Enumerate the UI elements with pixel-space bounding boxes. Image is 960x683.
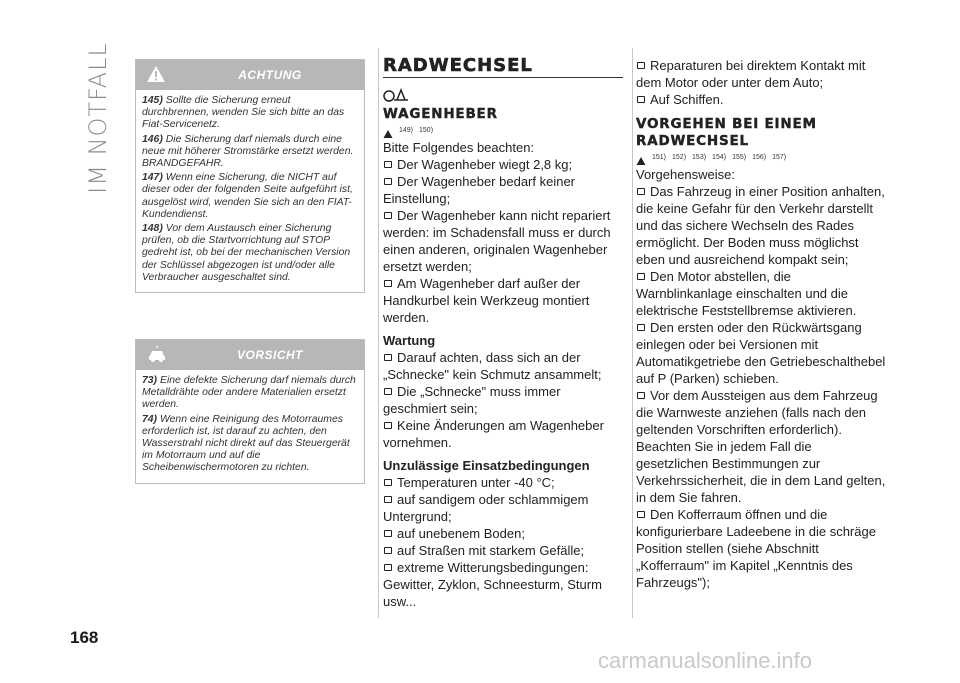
list-item: extreme Witterungsbedingungen: Gewitter, Zyklon, Schneesturm, Sturm usw... <box>383 560 602 609</box>
list-item: Darauf achten, dass sich an der „Schnecke" kein Schmutz ansammelt; <box>383 350 602 382</box>
warning-triangle-icon <box>636 156 646 166</box>
list-item: Der Wagenheber wiegt 2,8 kg; <box>383 156 623 173</box>
conditions-list <box>383 474 623 610</box>
bullet-square-icon <box>637 392 645 399</box>
bullet-square-icon <box>384 496 392 503</box>
heading-rule <box>383 77 623 78</box>
subheading: WAGENHEBER <box>383 106 498 122</box>
note-item: 73) Eine defekte Sicherung darf niemals durch Metalldrähte oder andere Materialien ersetzt werden. <box>142 375 356 411</box>
list-item: auf Straßen mit starkem Gefälle; <box>383 542 623 559</box>
bullet-square-icon <box>384 564 392 571</box>
bullet-square-icon <box>384 280 392 287</box>
note-references <box>383 123 623 139</box>
note-ref: 153) <box>692 154 707 161</box>
car-damage-icon <box>146 344 168 369</box>
list-item: Vor dem Aussteigen aus dem Fahrzeug die Warnweste anziehen (falls nach den geltenden Vorschriften erforderlich). Beachten Sie in jedem Fall die gesetzlichen Bestimmungen zur Verkehrssicherheit, die in dem Land gelten, in dem Sie fahren. <box>636 388 886 505</box>
note-item: 146) Die Sicherung darf niemals durch eine neue mit höherer Stromstärke ersetzt werden. BRANDGEFAHR. <box>142 133 354 170</box>
procedure-intro: Vorgehensweise: <box>636 167 736 182</box>
watermark: carmanualsonline.info <box>598 648 813 673</box>
section-side-title: IM NOTFALL <box>84 42 112 194</box>
bullet-square-icon <box>384 479 392 486</box>
note-references <box>636 150 886 166</box>
list-item: Der Wagenheber kann nicht repariert werden: im Schadensfall muss er durch einen anderen, originalen Wagenheber ersetzt werden; <box>383 208 611 274</box>
bullet-square-icon <box>637 188 645 195</box>
bullet-square-icon <box>637 273 645 280</box>
list-item: Temperaturen unter -40 °C; <box>383 474 623 491</box>
note-ref: 151) <box>652 154 667 161</box>
list-item: auf sandigem oder schlammigem Untergrund; <box>383 492 589 524</box>
list-item: Auf Schiffen. <box>636 91 886 108</box>
note-ref: 155) <box>732 154 747 161</box>
bullet-square-icon <box>384 354 392 361</box>
column-divider <box>378 48 379 618</box>
procedure-heading: VORGEHEN BEI EINEM RADWECHSEL <box>636 116 817 149</box>
caution-box-body <box>136 370 364 483</box>
bullet-square-icon <box>637 324 645 331</box>
conditions-list-continued <box>636 57 886 108</box>
bullet-square-icon <box>637 511 645 518</box>
list-item: Am Wagenheber darf außer der Handkurbel kein Werkzeug montiert werden. <box>383 276 590 325</box>
list-item: Den Kofferraum öffnen und die konfigurierbare Ladeebene in die schräge Position stellen (siehe Abschnitt „Kofferraum" im Kapitel „Kenntnis des Fahrzeugs"); <box>636 507 876 590</box>
warning-box <box>135 59 365 293</box>
note-item: 74) Wenn eine Reinigung des Motorraumes erforderlich ist, ist darauf zu achten, den Wasserstrahl nicht direkt auf das Steuergerät im Motorraum und auf die Scheibenwischermotoren zu richten. <box>142 413 350 474</box>
page-number: 168 <box>70 628 99 647</box>
bullet-square-icon <box>637 96 645 103</box>
list-item: Keine Änderungen am Wagenheber vornehmen. <box>383 418 604 450</box>
bullet-square-icon <box>384 178 392 185</box>
bullet-square-icon <box>384 212 392 219</box>
column-divider <box>632 48 633 618</box>
note-ref: 154) <box>712 154 727 161</box>
bullet-square-icon <box>384 388 392 395</box>
note-ref: 157) <box>772 154 787 161</box>
maintenance-heading: Wartung <box>383 333 436 348</box>
jack-facts-list <box>383 156 623 326</box>
caution-box-title: VORSICHT <box>236 348 303 362</box>
warning-box-header <box>136 60 364 90</box>
warning-box-title: ACHTUNG <box>238 68 302 82</box>
note-ref: 156) <box>752 154 767 161</box>
intro-text: Bitte Folgendes beachten: <box>383 140 535 155</box>
note-ref: 150) <box>419 127 434 134</box>
procedure-section <box>636 57 886 591</box>
caution-box-header <box>136 340 364 370</box>
list-item: Der Wagenheber bedarf keiner Einstellung; <box>383 174 576 206</box>
conditions-heading: Unzulässige Einsatzbedingungen <box>383 458 590 473</box>
jack-section <box>383 57 623 610</box>
warning-triangle-icon <box>383 129 393 139</box>
procedure-steps <box>636 183 886 591</box>
warning-triangle-icon <box>146 64 166 89</box>
section-heading: RADWECHSEL <box>383 55 533 76</box>
note-item: 145) Sollte die Sicherung erneut durchbrennen, wenden Sie sich bitte an das Fiat-Servicenetz. <box>142 95 345 131</box>
wheel-jack-icon <box>383 84 623 106</box>
list-item: auf unebenem Boden; <box>383 525 623 542</box>
list-item: Das Fahrzeug in einer Position anhalten, die keine Gefahr für den Verkehr darstellt und das sichere Wechseln des Rades ermöglicht. Der Boden muss möglichst eben und ausreichend kompakt sein; <box>636 184 885 267</box>
note-item: 148) Vor dem Austausch einer Sicherung prüfen, ob die Startvorrichtung auf STOP gedreht ist, ob bei der mechanischen Version der Schlüssel abgezogen ist und/oder alle Verbraucher ausgeschaltet sind. <box>142 223 351 283</box>
note-ref: 149) <box>399 127 414 134</box>
warning-box-body <box>136 90 364 292</box>
note-item: 147) Wenn eine Sicherung, die NICHT auf dieser oder der folgenden Seite aufgeführt ist, ausgelöst wird, wenden Sie sich an den FIAT-Kundendienst. <box>142 172 353 220</box>
bullet-square-icon <box>637 62 645 69</box>
caution-box <box>135 339 365 484</box>
list-item: Die „Schnecke" muss immer geschmiert sein; <box>383 384 561 416</box>
bullet-square-icon <box>384 422 392 429</box>
maintenance-list <box>383 349 623 451</box>
list-item: Reparaturen bei direktem Kontakt mit dem Motor oder unter dem Auto; <box>636 58 866 90</box>
list-item: Den ersten oder den Rückwärtsgang einlegen oder bei Versionen mit Automatikgetriebe den Getriebeschalthebel auf P (Parken) schieben. <box>636 320 886 386</box>
bullet-square-icon <box>384 530 392 537</box>
bullet-square-icon <box>384 161 392 168</box>
list-item: Den Motor abstellen, die Warnblinkanlage einschalten und die elektrische Feststellbremse aktivieren. <box>636 269 857 318</box>
note-ref: 152) <box>672 154 687 161</box>
bullet-square-icon <box>384 547 392 554</box>
